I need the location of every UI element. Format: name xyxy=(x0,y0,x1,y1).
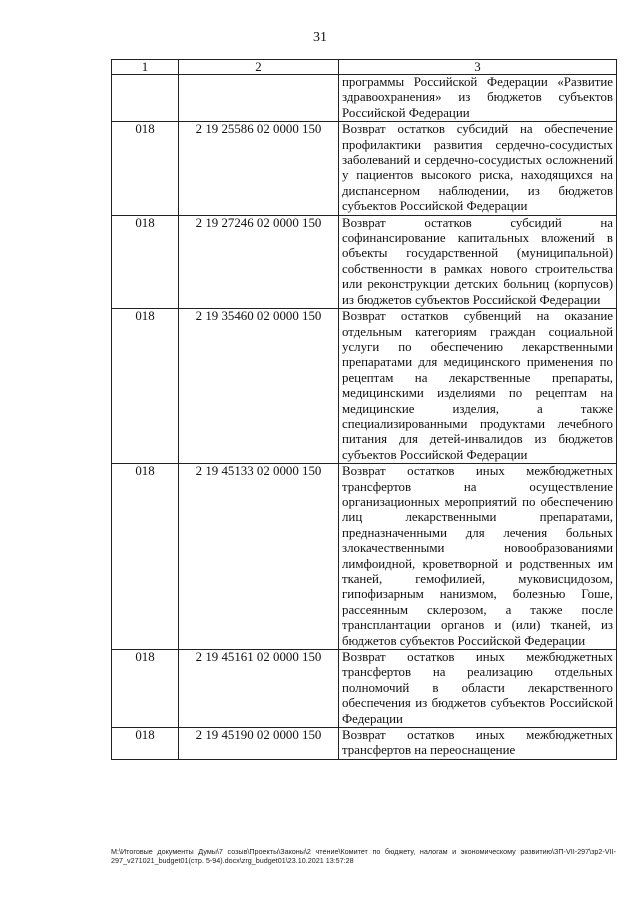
page-number: 31 xyxy=(313,30,327,45)
table-row xyxy=(112,215,617,308)
kbk-code-cell: 2 19 27246 02 0000 150 xyxy=(179,215,339,308)
admin-code-cell: 018 xyxy=(112,650,179,728)
description-cell: программы Российской Федерации «Развитие здравоохранения» из бюджетов субъектов Российской Федерации xyxy=(339,75,617,122)
table-row xyxy=(112,728,617,760)
table-row xyxy=(112,122,617,215)
description-cell: Возврат остатков субсидий на обеспечение профилактики развития сердечно-сосудистых заболеваний и сердечно-сосудистых осложнений у пациентов высокого риска, находящихся на диспансерном наблюдении, из бюджетов субъектов Российской Федерации xyxy=(339,122,617,215)
column-header-1: 1 xyxy=(112,60,179,75)
kbk-code-cell: 2 19 45190 02 0000 150 xyxy=(179,728,339,760)
column-header-2: 2 xyxy=(179,60,339,75)
admin-code-cell: 018 xyxy=(112,728,179,760)
column-header-3: 3 xyxy=(339,60,617,75)
table-row xyxy=(112,650,617,728)
kbk-code-cell xyxy=(179,75,339,122)
description-cell: Возврат остатков субсидий на софинансирование капитальных вложений в объекты государственной (муниципальной) собственности в рамках нового строительства или реконструкции детских больниц (корпусов) из бюджетов субъектов Российской Федерации xyxy=(339,215,617,308)
kbk-code-cell: 2 19 45161 02 0000 150 xyxy=(179,650,339,728)
table-row xyxy=(112,464,617,650)
table-row xyxy=(112,309,617,464)
admin-code-cell: 018 xyxy=(112,215,179,308)
kbk-code-cell: 2 19 45133 02 0000 150 xyxy=(179,464,339,650)
admin-code-cell xyxy=(112,75,179,122)
admin-code-cell: 018 xyxy=(112,309,179,464)
table-header-row xyxy=(112,60,617,75)
table-row xyxy=(112,75,617,122)
admin-code-cell: 018 xyxy=(112,122,179,215)
document-file-path-footer: M:\Итоговые документы Думы\7 созыв\Проекты\Законы\2 чтение\Комитет по бюджету, налогам и экономическому развитию\ЗП-VII-297\зр2-VII-297_v271021_budget01(стр. 5-94).docx\zrg_budget01\23.10.2021 13:57:28 xyxy=(111,847,616,865)
admin-code-cell: 018 xyxy=(112,464,179,650)
description-cell: Возврат остатков иных межбюджетных трансфертов на осуществление организационных мероприятий по обеспечению лиц лекарственными препаратами, предназначенными для лечения больных злокачественными новообразованиями лимфоидной, кроветворной и родственных им тканей, гемофилией, муковисцидозом, гипофизарным нанизмом, болезнью Гоше, рассеянным склерозом, а также после трансплантации органов и (или) тканей, из бюджетов субъектов Российской Федерации xyxy=(339,464,617,650)
kbk-code-cell: 2 19 35460 02 0000 150 xyxy=(179,309,339,464)
budget-classification-table xyxy=(111,59,617,760)
description-cell: Возврат остатков субвенций на оказание отдельным категориям граждан социальной услуги по обеспечению лекарственными препаратами для медицинского применения по рецептам на лекарственные препараты, медицинскими изделиями по рецептам на медицинские изделия, а также специализированными продуктами лечебного питания для детей-инвалидов из бюджетов субъектов Российской Федерации xyxy=(339,309,617,464)
description-cell: Возврат остатков иных межбюджетных трансфертов на переоснащение xyxy=(339,728,617,760)
kbk-code-cell: 2 19 25586 02 0000 150 xyxy=(179,122,339,215)
description-cell: Возврат остатков иных межбюджетных трансфертов на реализацию отдельных полномочий в области лекарственного обеспечения из бюджетов субъектов Российской Федерации xyxy=(339,650,617,728)
